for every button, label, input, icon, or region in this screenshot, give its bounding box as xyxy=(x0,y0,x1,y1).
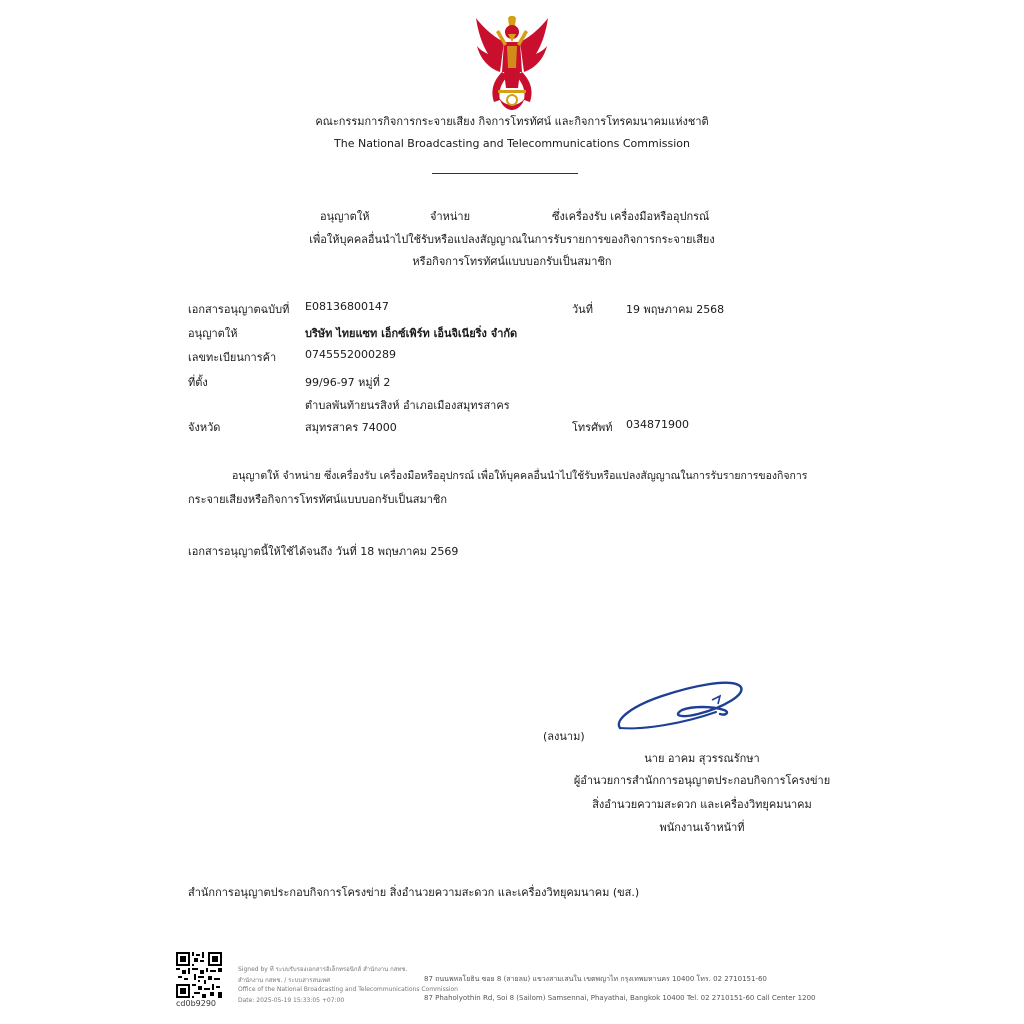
signed-by-line-1: Signed by ที ระบบรับรองเอกสารอิเล็กทรอนิกส์ สำนักงาน กสทช. xyxy=(238,966,408,973)
address-line-1: 99/96-97 หมู่ที่ 2 xyxy=(305,376,391,389)
qr-code-icon xyxy=(176,952,222,998)
header-divider xyxy=(432,173,578,174)
address-label: ที่ตั้ง xyxy=(188,376,208,389)
body-paragraph-line-2: กระจายเสียงหรือกิจการโทรทัศน์แบบบอกรับเป็นสมาชิก xyxy=(188,493,447,506)
registration-label: เลขทะเบียนการค้า xyxy=(188,351,277,364)
signed-by-date: Date: 2025-05-19 15:33:05 +07:00 xyxy=(238,997,345,1004)
doc-number-label: เอกสารอนุญาตฉบับที่ xyxy=(188,303,290,316)
signatory-title-2: สิ่งอำนวยความสะดวก และเครื่องวิทยุคมนาคม xyxy=(592,798,812,811)
subject-line-3: หรือกิจการโทรทัศน์แบบบอกรับเป็นสมาชิก xyxy=(412,255,612,268)
footer-address-english: 87 Phaholyothin Rd, Soi 8 (Sailom) Samsennai, Phayathai, Bangkok 10400 Tel. 02 2710151-60 Call Center 1200 xyxy=(424,994,816,1002)
phone-label: โทรศัพท์ xyxy=(572,421,613,434)
qr-code-id: cd0b9290 xyxy=(176,999,217,1008)
subject-line-2: เพื่อให้บุคคลอื่นนำไปใช้รับหรือแปลงสัญญาณในการรับรายการของกิจการกระจายเสียง xyxy=(309,233,715,246)
grantee-name: บริษัท ไทยแซท เอ็กซ์เพิร์ท เอ็นจิเนียริ่ง จำกัด xyxy=(305,327,518,340)
signature-scribble xyxy=(612,676,748,736)
grantee-label: อนุญาตให้ xyxy=(188,327,238,340)
issuing-office: สำนักการอนุญาตประกอบกิจการโครงข่าย สิ่งอำนวยความสะดวก และเครื่องวิทยุคมนาคม (ขส.) xyxy=(188,886,640,899)
validity-statement: เอกสารอนุญาตนี้ให้ใช้ได้จนถึง วันที่ 18 พฤษภาคม 2569 xyxy=(188,545,459,558)
signed-by-line-3: Office of the National Broadcasting and Telecommunications Commission xyxy=(238,986,458,993)
date-label: วันที่ xyxy=(572,303,593,316)
signatory-title-1: ผู้อำนวยการสำนักการอนุญาตประกอบกิจการโครงข่าย xyxy=(573,774,831,787)
org-name-thai: คณะกรรมการกิจการกระจายเสียง กิจการโทรทัศน์ และกิจการโทรคมนาคมแห่งชาติ xyxy=(315,115,709,128)
footer-address-thai: 87 ถนนพหลโยธิน ซอย 8 (สายลม) แขวงสามเสนใน เขตพญาไท กรุงเทพมหานคร 10400 โทร. 02 2710151-60 xyxy=(424,975,767,983)
signed-by-line-2: สำนักงาน กสทช. / ระบบสารสนเทศ xyxy=(238,977,331,984)
subject-permit-to: อนุญาตให้ xyxy=(320,210,370,223)
doc-number: E08136800147 xyxy=(305,300,389,313)
signatory-name: นาย อาคม สุวรรณรักษา xyxy=(644,752,760,765)
org-name-english: The National Broadcasting and Telecommunications Commission xyxy=(334,137,690,150)
address-line-2: ตำบลพันท้ายนรสิงห์ อำเภอเมืองสมุทรสาคร xyxy=(305,399,510,412)
registration-number: 0745552000289 xyxy=(305,348,396,361)
province-label: จังหวัด xyxy=(188,421,221,434)
phone-number: 034871900 xyxy=(626,418,689,431)
body-paragraph-line-1: อนุญาตให้ จำหน่าย ซึ่งเครื่องรับ เครื่องมือหรืออุปกรณ์ เพื่อให้บุคคลอื่นนำไปใช้รับหรือแปลงสัญญาณในการรับรายการของกิจการ xyxy=(232,470,808,482)
subject-distribute: จำหน่าย xyxy=(430,210,471,223)
garuda-emblem-icon xyxy=(474,16,550,112)
issue-date: 19 พฤษภาคม 2568 xyxy=(626,303,725,316)
signed-label: (ลงนาม) xyxy=(543,730,585,743)
province: สมุทรสาคร 74000 xyxy=(305,421,397,434)
signatory-title-3: พนักงานเจ้าหน้าที่ xyxy=(659,821,745,834)
subject-device: ซึ่งเครื่องรับ เครื่องมือหรืออุปกรณ์ xyxy=(552,210,710,223)
